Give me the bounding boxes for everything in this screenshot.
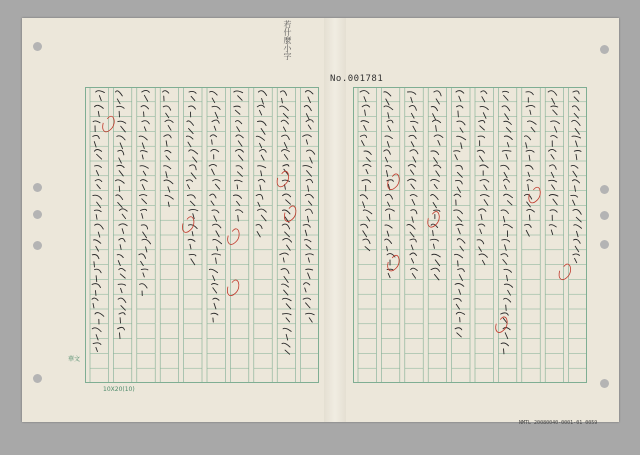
- binder-hole-right-3: [600, 211, 609, 220]
- archive-id: NMTL 20080040-0001-01 0059: [519, 420, 598, 426]
- serial-number: No.001781: [330, 74, 384, 84]
- binder-hole-left-1: [33, 42, 42, 51]
- binder-hole-left-4: [33, 241, 42, 250]
- binder-hole-left-2: [33, 183, 42, 192]
- binder-hole-right-2: [600, 185, 609, 194]
- binder-hole-right-5: [600, 379, 609, 388]
- binder-hole-left-3: [33, 210, 42, 219]
- form-mark-bottom: 10X20(10): [103, 386, 135, 393]
- binder-hole-right-1: [600, 45, 609, 54]
- handwriting-left-page: [82, 84, 322, 384]
- manuscript-sheet: [22, 18, 619, 422]
- form-mark-top: 華文: [68, 356, 81, 363]
- binder-hole-left-5: [33, 374, 42, 383]
- handwriting-right-page: [350, 84, 590, 384]
- margin-note: 若什麼小字: [283, 20, 292, 60]
- binder-hole-right-4: [600, 240, 609, 249]
